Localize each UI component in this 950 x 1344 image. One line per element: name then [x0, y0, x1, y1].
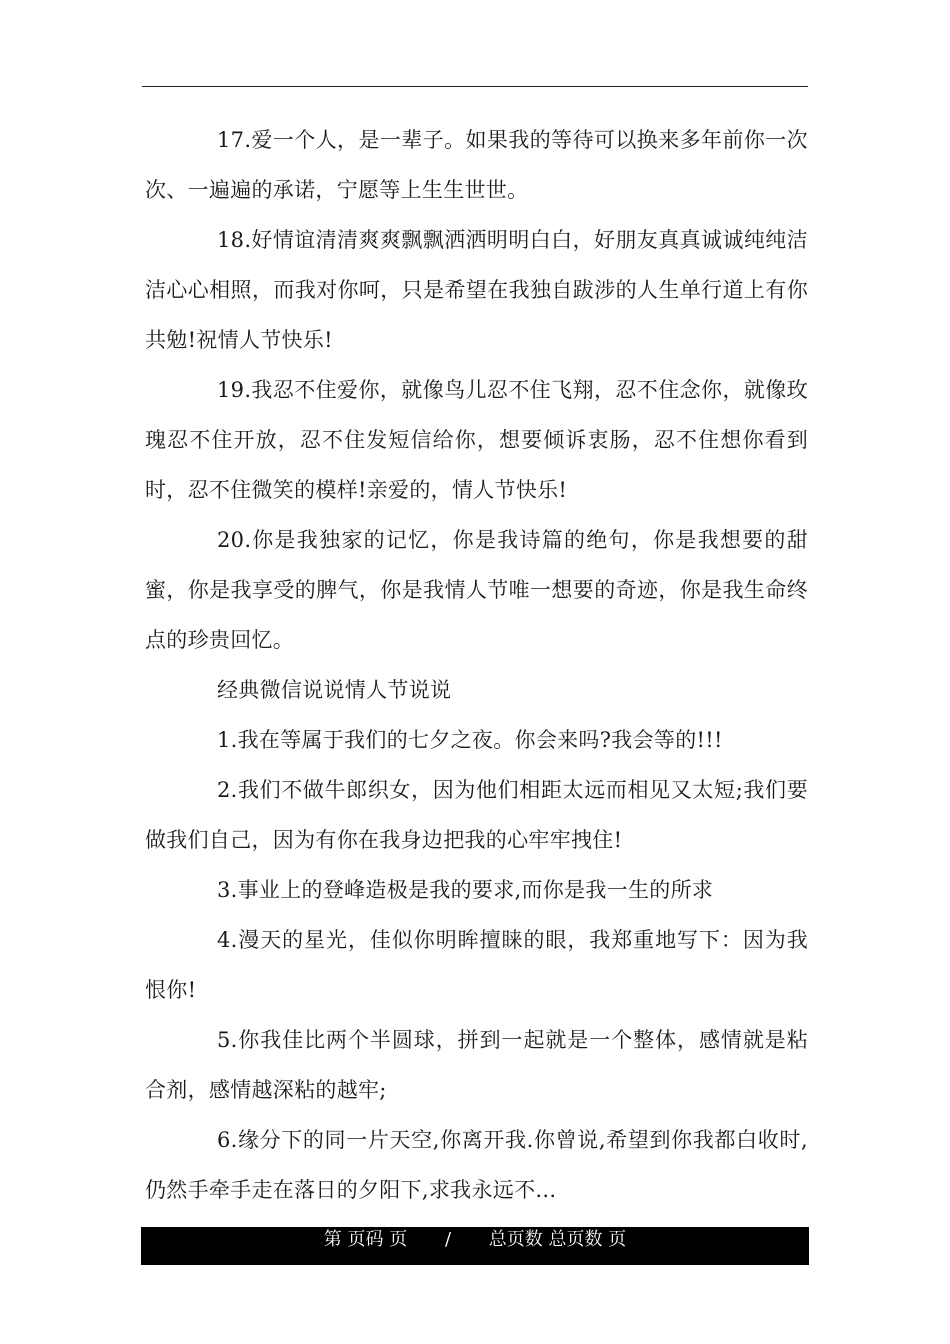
paragraph: 6.缘分下的同一片天空,你离开我.你曾说,希望到你我都白收时,仍然手牵手走在落日的夕阳下,求我永远不...	[145, 1128, 808, 1202]
footer-separator: /	[444, 1229, 452, 1250]
paragraph: 5.你我佳比两个半圆球，拼到一起就是一个整体，感情就是粘合剂，感情越深粘的越牢;	[145, 1028, 808, 1102]
paragraph: 4.漫天的星光，佳似你明眸擅睐的眼，我郑重地写下：因为我恨你!	[145, 928, 808, 1002]
page-footer	[141, 1227, 809, 1265]
section-heading: 经典微信说说情人节说说	[217, 678, 452, 702]
paragraph: 20.你是我独家的记忆，你是我诗篇的绝句，你是我想要的甜蜜，你是我享受的脾气，你是我情人节唯一想要的奇迹，你是我生命终点的珍贵回忆。	[145, 528, 808, 652]
paragraph: 17.爱一个人，是一辈子。如果我的等待可以换来多年前你一次次、一遍遍的承诺，宁愿等上生生世世。	[145, 128, 808, 202]
paragraph: 19.我忍不住爱你，就像鸟儿忍不住飞翔，忍不住念你，就像玫瑰忍不住开放，忍不住发短信给你，想要倾诉衷肠，忍不住想你看到时，忍不住微笑的模样!亲爱的，情人节快乐!	[145, 378, 808, 502]
paragraph: 18.好情谊清清爽爽飘飘洒洒明明白白，好朋友真真诚诚纯纯洁洁心心相照，而我对你呵，只是希望在我独自跋涉的人生单行道上有你共勉!祝情人节快乐!	[145, 228, 808, 352]
header-rule	[142, 86, 808, 87]
paragraph: 3.事业上的登峰造极是我的要求,而你是我一生的所求	[217, 878, 714, 902]
document-body	[145, 115, 808, 1215]
paragraph: 2.我们不做牛郎织女，因为他们相距太远而相见又太短;我们要做我们自己，因为有你在我身边把我的心牢牢拽住!	[145, 778, 808, 852]
paragraph: 1.我在等属于我们的七夕之夜。你会来吗?我会等的!!!	[217, 728, 723, 752]
footer-total-pages: 总页数 总页数 页	[488, 1229, 627, 1250]
footer-page-number: 第 页码 页	[323, 1229, 408, 1250]
